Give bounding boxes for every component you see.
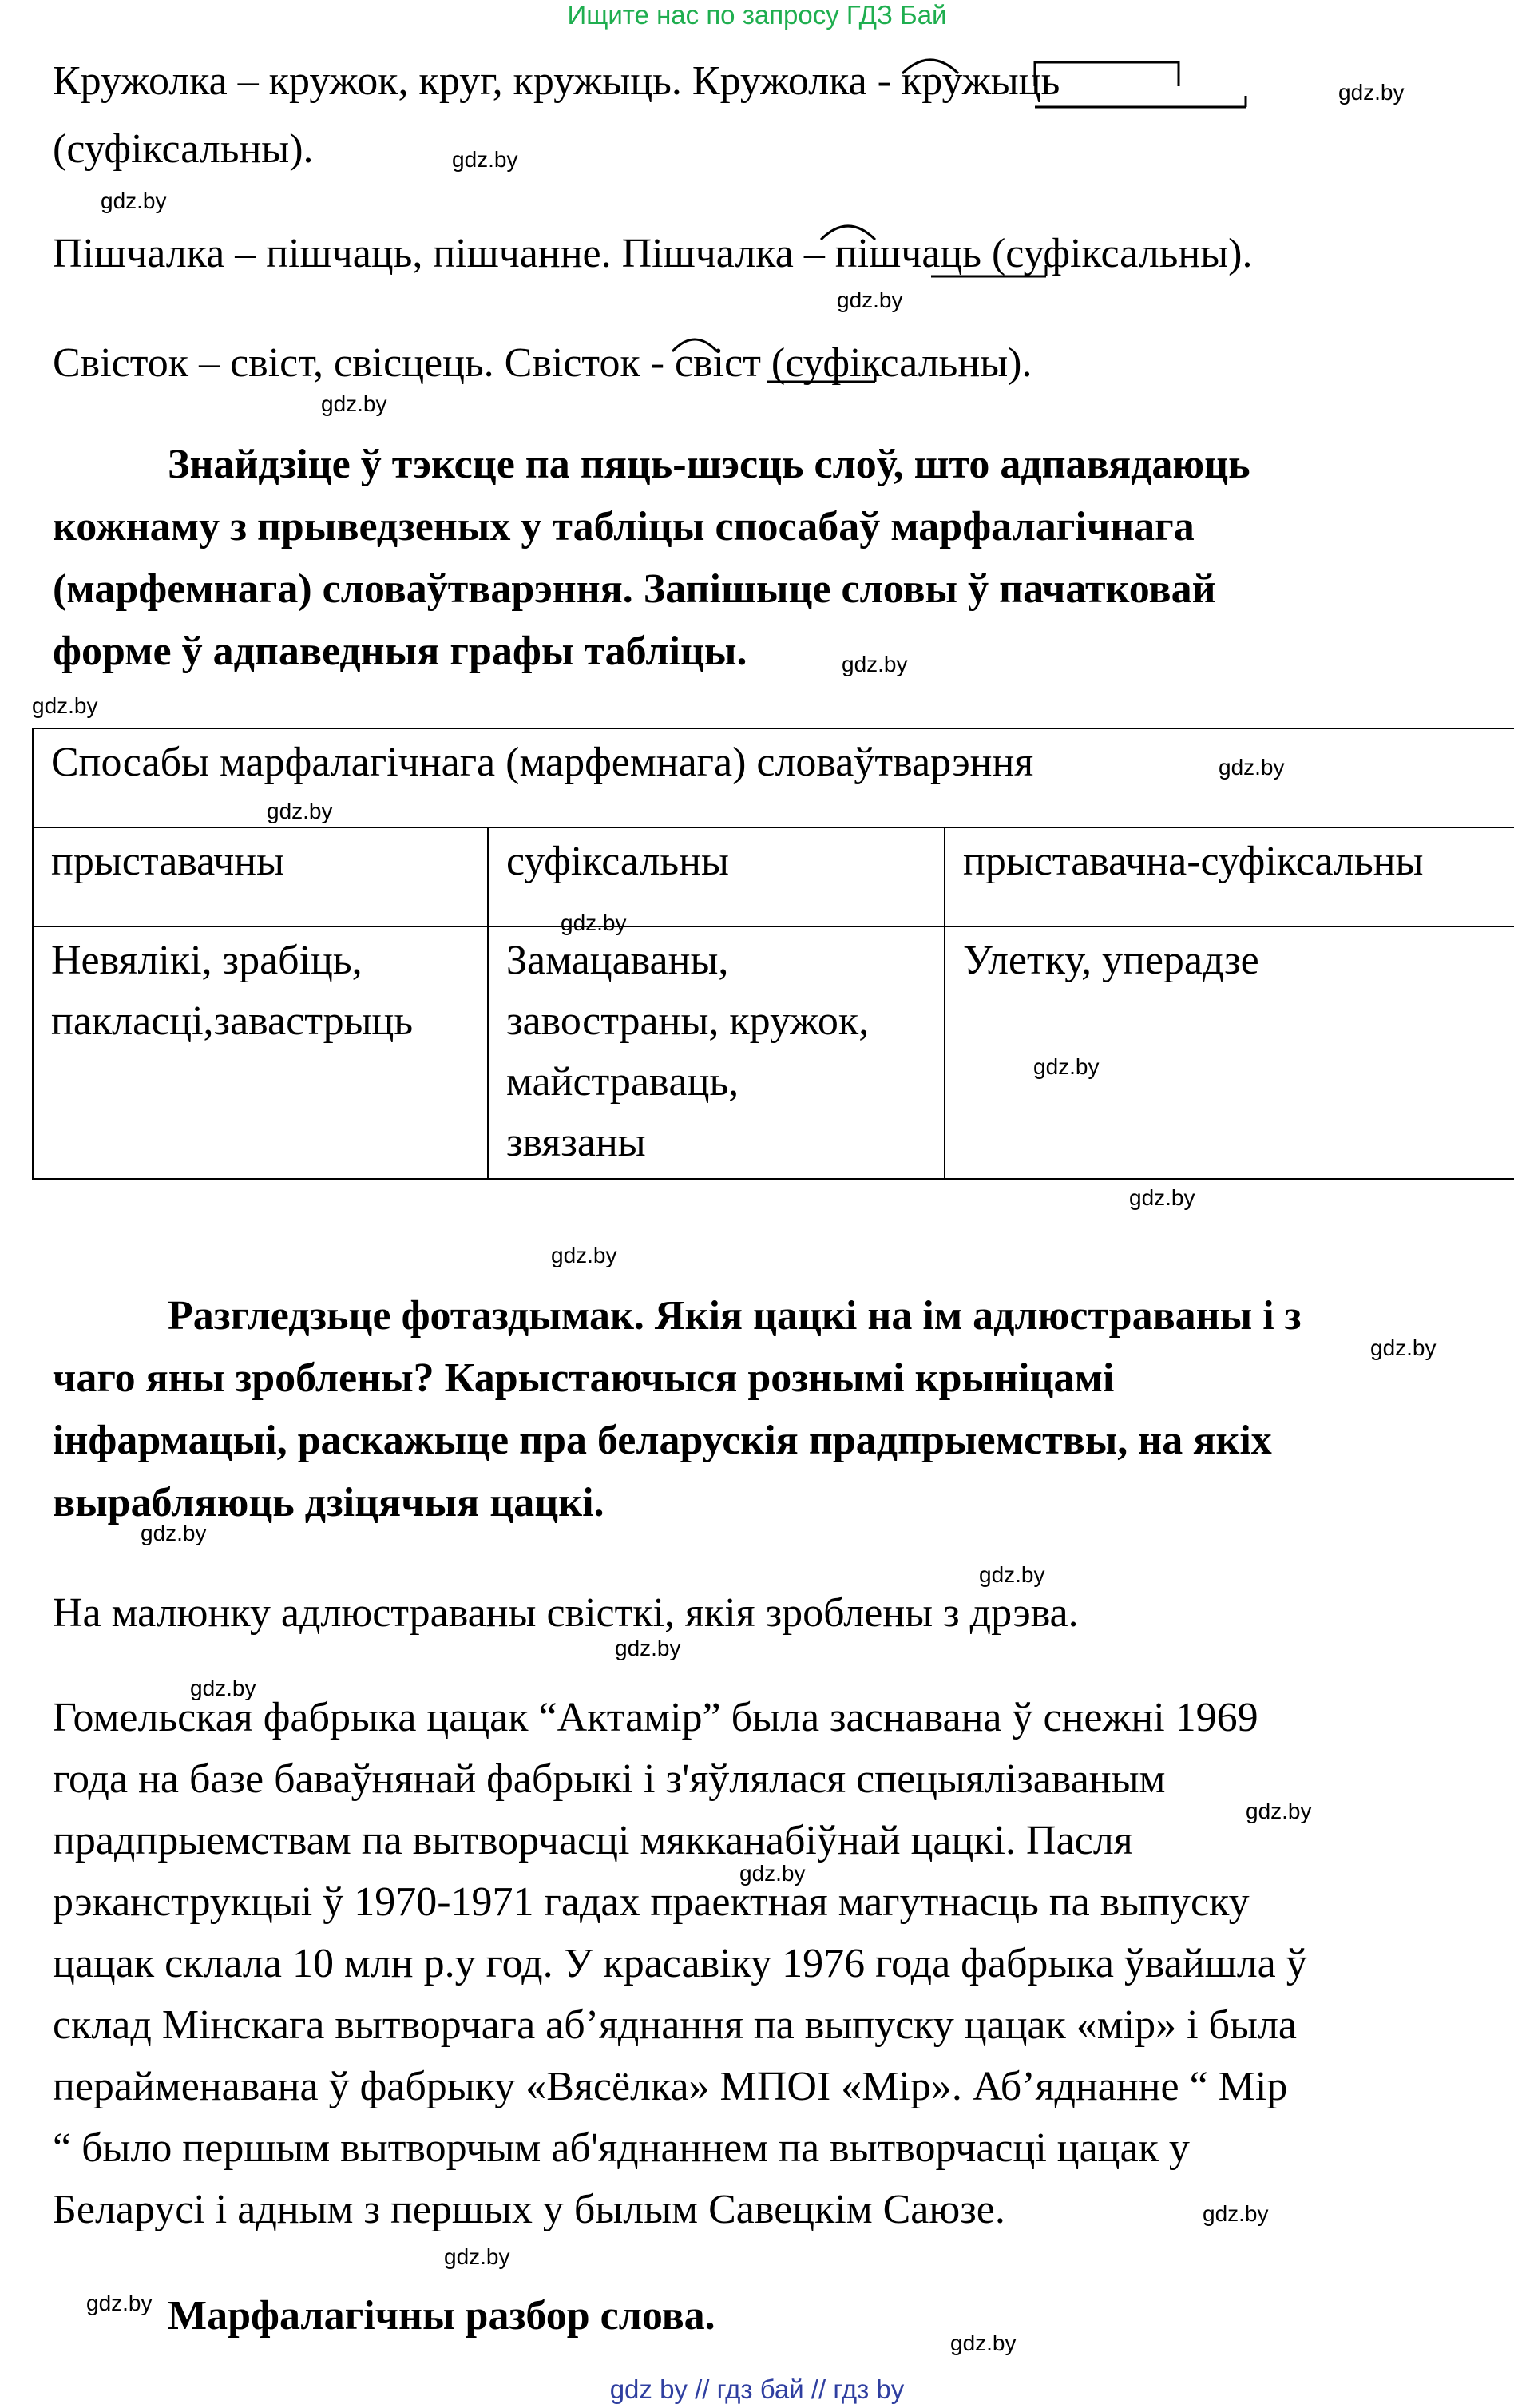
column-prefixal: прыставачны [33, 827, 488, 926]
suffix-arc-svistok [672, 339, 717, 351]
watermark: gdz.by [1203, 2201, 1269, 2226]
watermark: gdz.by [86, 2291, 153, 2315]
watermark: gdz.by [1033, 1054, 1100, 1079]
task2-line1: Разгледзьце фотаздымак. Якія цацкі на ім адлюстраваны і з [168, 1293, 1302, 1339]
example-svistok: Свісток – свіст, свісцець. Свісток - свіст (суфіксальны). [53, 340, 1032, 386]
task1-line4: форме ў адпаведныя графы табліцы. [53, 629, 747, 674]
answer-factory-line4: рэканструкцыі ў 1970-1971 гадах праектная магутнасць па выпуску [53, 1879, 1250, 1925]
answer-factory-line1: Гомельская фабрыка цацак “Актамір” была заснавана ў снежні 1969 [53, 1695, 1258, 1740]
answer-factory-line8: “ было першым вытворчым аб'яднаннем па вытворчасці цацак у [53, 2125, 1190, 2171]
cell-line: звязаны [506, 1120, 646, 1165]
answer-photo: На малюнку адлюстраваны свісткі, якія зроблены з дрэва. [53, 1590, 1079, 1636]
bottom-banner[interactable]: gdz by // гдз бай // гдз by [609, 2374, 905, 2404]
watermark: gdz.by [101, 188, 167, 213]
watermark: gdz.by [444, 2244, 510, 2269]
table-columns-row [33, 827, 1514, 926]
watermark: gdz.by [452, 147, 518, 172]
watermark: gdz.by [267, 799, 333, 823]
morpheme-marks [0, 0, 1514, 415]
cell-line: Замацаваны, [506, 938, 729, 983]
watermark: gdz.by [842, 652, 908, 676]
watermark: gdz.by [837, 288, 903, 312]
task2-line3: інфармацыі, раскажыце пра беларускія прадпрыемствы, на якіх [53, 1418, 1272, 1463]
answer-factory-line5: цацак склала 10 млн р.у год. У красавіку 1976 года фабрыка ўвайшла ў [53, 1941, 1307, 1986]
task1-line3: (марфемнага) словаўтварэння. Запішыце словы ў пачатковай [53, 566, 1216, 612]
task2-line2: чаго яны зроблены? Карыстаючыся рознымі крыніцамі [53, 1355, 1115, 1401]
word-formation-table [32, 728, 1514, 1180]
top-banner[interactable]: Ищите нас по запросу ГДЗ Бай [567, 0, 947, 30]
example-kruzholka-line1: Кружолка – кружок, круг, кружыць. Кружолка - кружыць [53, 58, 1060, 104]
cell-prefixal-suffixal [945, 926, 1514, 1179]
cell-line: завостраны, кружок, [506, 998, 870, 1044]
watermark: gdz.by [979, 1562, 1045, 1587]
watermark: gdz.by [950, 2331, 1017, 2355]
watermark: gdz.by [141, 1521, 207, 1545]
watermark: gdz.by [321, 391, 387, 416]
answer-factory-line2: года на базе баваўнянай фабрыкі і з'яўлялася спецыялізаваным [53, 1756, 1166, 1802]
watermark: gdz.by [551, 1243, 617, 1267]
watermark: gdz.by [1246, 1799, 1312, 1823]
cell-line: майстравaць, [506, 1059, 739, 1105]
table-row [33, 926, 1514, 1179]
answer-factory-line3: прадпрыемствам па вытворчасці мякканабіўнай цацкі. Пасля [53, 1818, 1133, 1863]
task2-line4: вырабляюць дзіцячыя цацкі. [53, 1480, 604, 1525]
task1-line1: Знайдзіце ў тэксце па пяць-шэсць слоў, што адпавядаюць [168, 442, 1250, 487]
root-bracket-kruzhyc [1035, 62, 1179, 86]
answer-factory-line9: Беларусі і адным з першых у былым Савецкім Саюзе. [53, 2187, 1005, 2232]
watermark: gdz.by [1370, 1335, 1437, 1360]
watermark: gdz.by [739, 1861, 806, 1886]
column-prefixal-suffixal: прыставачна-суфіксальны [945, 827, 1514, 926]
answer-factory-line7: перайменавана ў фабрыку «Вясёлка» МПОІ «Мір». Аб’яднанне “ Мір [53, 2064, 1288, 2109]
final-heading: Марфалагічны разбор слова. [168, 2293, 715, 2339]
task1-line2: кожнаму з прыведзеных у табліцы спосабаў марфалагічнага [53, 504, 1195, 549]
answer-factory-line6: склад Мінскага вытворчага аб’яднання па выпуску цацак «мір» і была [53, 2002, 1297, 2048]
column-suffixal: суфіксальны [488, 827, 945, 926]
cell-suffixal [488, 926, 945, 1179]
table-header-row [33, 728, 1514, 827]
watermark: gdz.by [32, 693, 98, 718]
cell-prefixal [33, 926, 488, 1179]
suffix-arc-kruzholka [902, 60, 958, 73]
table-header: Спосабы марфалагічнага (марфемнага) словаўтварэння [33, 728, 1514, 827]
watermark: gdz.by [1129, 1185, 1195, 1210]
cell-line: Улетку, уперадзе [963, 938, 1259, 983]
watermark: gdz.by [615, 1636, 681, 1660]
example-kruzholka-line2: (суфіксальны). [53, 126, 314, 172]
example-pishchalka: Пішчалка – пішчаць, пішчанне. Пішчалка – пішчаць (суфіксальны). [53, 231, 1253, 276]
watermark: gdz.by [190, 1676, 256, 1700]
watermark: gdz.by [1219, 755, 1285, 780]
cell-line: пакласці,завастрыць [51, 998, 414, 1044]
watermark: gdz.by [561, 910, 627, 935]
watermark: gdz.by [1338, 80, 1405, 105]
suffix-arc-pishchalka [821, 226, 875, 240]
cell-line: Невялікі, зрабіць, [51, 938, 363, 983]
